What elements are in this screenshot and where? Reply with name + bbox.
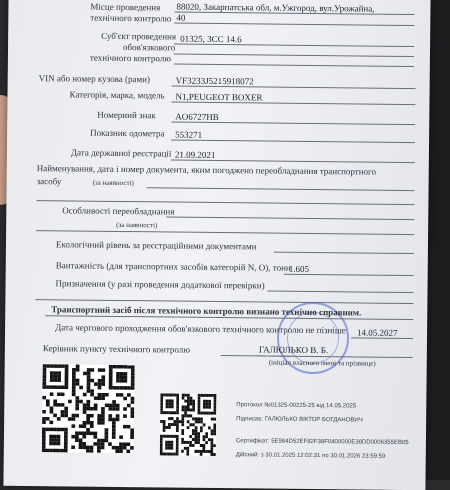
reg-date-label: Дата державної реєстрації bbox=[70, 147, 172, 159]
place-value-2: 40 bbox=[176, 12, 186, 23]
plate-value: AO6727HB bbox=[175, 111, 219, 123]
subject-label-3: технічного контролю bbox=[89, 52, 172, 64]
capacity-value: 1.605 bbox=[288, 263, 310, 274]
inspection-certificate bbox=[3, 0, 430, 490]
conversion-features-if-any: (за наявності) bbox=[116, 220, 158, 230]
conversion-features-label: Особливості переобладнання bbox=[62, 205, 175, 217]
capacity-label: Вантажність (для транспортних засобів категорій N, O), тонн bbox=[55, 260, 291, 273]
qr-code-large bbox=[42, 364, 135, 453]
plate-label: Номерний знак bbox=[97, 109, 156, 121]
purpose-label: Призначення (у разі проведення додаткової перевірки) bbox=[55, 278, 265, 291]
category-label: Категорія, марка, модель bbox=[69, 89, 165, 101]
vin-value: VF3233J5215918072 bbox=[175, 75, 254, 87]
head-value: ГАЛЮЛЬКО В. Б. bbox=[258, 344, 329, 356]
next-date-label: Дата чергового проходження обов'язкового технічного контролю не пізніше bbox=[55, 322, 346, 336]
odometer-value: 553271 bbox=[175, 129, 203, 140]
protocol-info: Протокол №01325-00225-25 від 14.05.2025 bbox=[236, 402, 357, 410]
next-date-value: 14.05.2027 bbox=[357, 327, 398, 338]
certificate-info: Сертифікат: 5E984D52EF82F38F0400000E38DD0006355EB05 bbox=[235, 438, 409, 447]
place-label-2: технічного контролю bbox=[90, 12, 172, 24]
subject-label: Суб'єкт проведення bbox=[101, 30, 177, 42]
eco-label: Екологічний рівень за реєстраційними документами bbox=[55, 239, 257, 252]
conversion-if-any: (за наявності) bbox=[92, 178, 134, 188]
subject-value: 01325, ЗСС 14.6 bbox=[180, 33, 242, 45]
vin-label: VIN або номер кузова (рами) bbox=[38, 73, 151, 85]
qr-code-small bbox=[160, 393, 217, 456]
signed-info: Підписав: ГАЛЮЛЬКО ВІКТОР БОГДАНОВИЧ bbox=[236, 416, 363, 424]
verdict-text: Транспортний засіб після технічного контролю визнано технічно справним. bbox=[51, 304, 362, 318]
place-label: Місце проведення bbox=[90, 1, 161, 13]
odometer-label: Показник одометра bbox=[90, 127, 165, 139]
conversion-label: Найменування, дата і номер документа, яким погоджено переобладнання транспортного bbox=[36, 163, 377, 177]
head-caption: (ініціал власного імені та прізвище) bbox=[268, 358, 376, 368]
reg-date-value: 21.09.2021 bbox=[174, 149, 216, 160]
head-label: Керівник пункту технічного контролю bbox=[42, 343, 191, 355]
conversion-label-2: засобу bbox=[36, 176, 62, 187]
category-value: N1,PEUGEOT BOXER bbox=[175, 91, 263, 103]
place-value: 88020, Закарпатська обл, м.Ужгород, вул.Урожайна, bbox=[176, 1, 375, 14]
validity-info: Дійсний: з 30.01.2025 12:02:31 по 30.01.2026 23:59:59 bbox=[235, 452, 386, 460]
subject-label-2: обов'язкового bbox=[122, 42, 176, 53]
